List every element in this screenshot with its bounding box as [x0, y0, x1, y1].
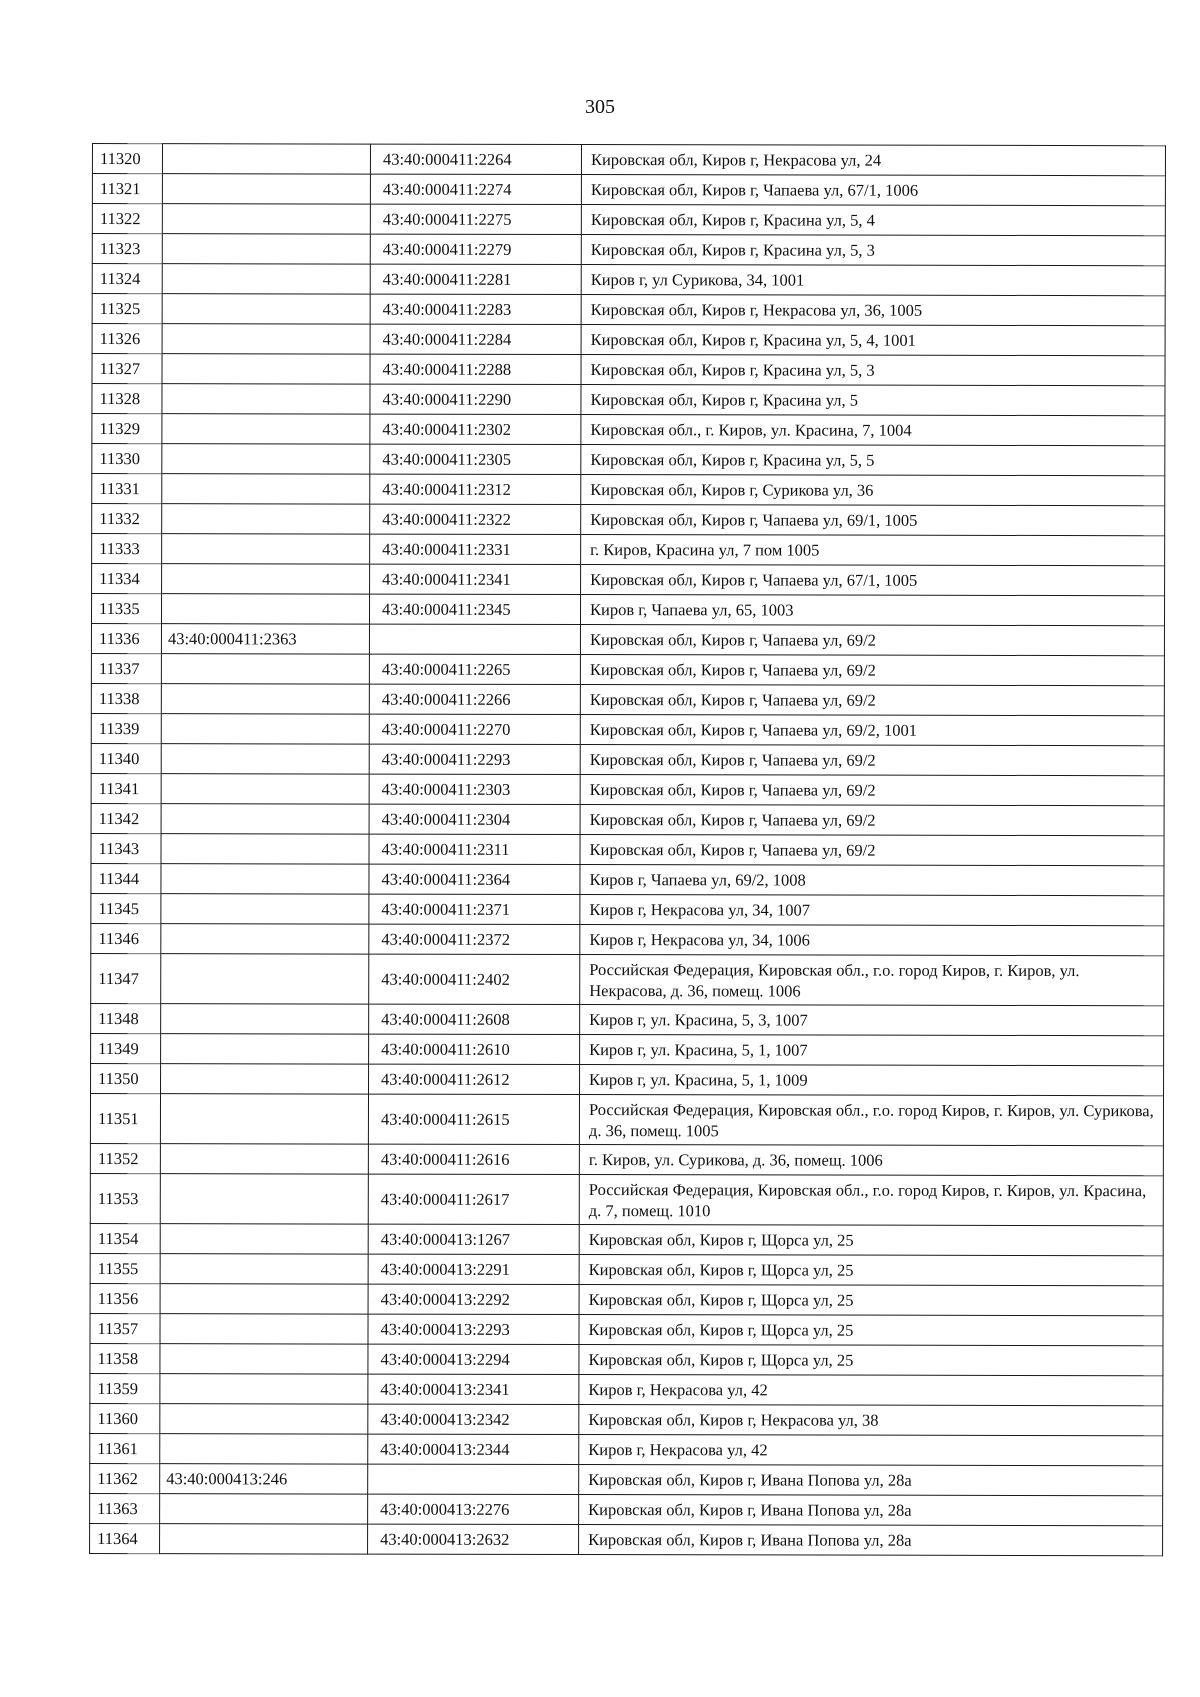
cadastral-number-alt-cell: 43:40:000411:2302	[370, 414, 581, 444]
cadastral-number-cell	[161, 744, 369, 774]
cadastral-number-alt-cell: 43:40:000411:2341	[370, 564, 581, 594]
address-cell: Кировская обл, Киров г, Красина ул, 5, 4, 1001	[581, 325, 1165, 356]
cadastral-number-cell	[161, 1064, 369, 1094]
address-cell: Кировская обл, Киров г, Чапаева ул, 69/2	[580, 625, 1164, 656]
row-number-cell: 11339	[91, 713, 161, 743]
cadastral-number-cell	[162, 474, 370, 504]
cadastral-number-alt-cell: 43:40:000411:2305	[370, 444, 581, 474]
cadastral-number-alt-cell: 43:40:000413:2291	[368, 1254, 579, 1284]
cadastral-number-alt-cell	[369, 624, 580, 654]
table-row	[91, 594, 1164, 626]
table-row	[90, 1093, 1163, 1145]
table-row	[91, 923, 1164, 955]
cadastral-number-cell	[162, 144, 370, 174]
cadastral-number-cell	[160, 1434, 368, 1464]
table-row	[92, 474, 1165, 506]
address-cell: Кировская обл, Киров г, Чапаева ул, 69/2	[580, 835, 1164, 866]
row-number-cell: 11348	[91, 1003, 161, 1033]
cadastral-number-cell	[161, 594, 369, 624]
cadastral-number-alt-cell: 43:40:000411:2303	[369, 774, 580, 804]
cadastral-number-alt-cell: 43:40:000413:2294	[368, 1344, 579, 1374]
cadastral-number-alt-cell: 43:40:000411:2288	[370, 354, 581, 384]
address-cell: Кировская обл, Киров г, Красина ул, 5, 3	[581, 235, 1165, 266]
row-number-cell: 11333	[92, 534, 162, 564]
address-cell: Кировская обл, Киров г, Ивана Попова ул, 28а	[579, 1465, 1163, 1496]
cadastral-number-cell	[160, 1094, 368, 1144]
table-row	[92, 414, 1165, 446]
row-number-cell: 11346	[91, 923, 161, 953]
table-row	[90, 1403, 1163, 1435]
cadastral-number-alt-cell: 43:40:000411:2612	[369, 1064, 580, 1094]
cadastral-number-alt-cell: 43:40:000411:2364	[369, 864, 580, 894]
table-row	[92, 204, 1165, 236]
row-number-cell: 11350	[91, 1063, 161, 1093]
cadastral-number-cell	[162, 174, 370, 204]
address-cell: Киров г, Некрасова ул, 34, 1007	[580, 895, 1164, 926]
row-number-cell: 11332	[92, 504, 162, 534]
table-row	[91, 1003, 1164, 1035]
cadastral-number-cell	[160, 1144, 368, 1174]
table-row	[92, 384, 1165, 416]
row-number-cell: 11354	[90, 1223, 160, 1253]
cadastral-number-cell	[161, 1034, 369, 1064]
cadastral-number-cell	[160, 1314, 368, 1344]
table-row	[91, 1033, 1164, 1065]
table-row	[90, 1143, 1163, 1175]
table-row	[90, 1373, 1163, 1405]
address-cell: Кировская обл, Киров г, Красина ул, 5, 5	[581, 445, 1165, 476]
table-row	[91, 1063, 1164, 1095]
table-row	[90, 1433, 1163, 1465]
row-number-cell: 11338	[91, 683, 161, 713]
cadastral-number-cell	[161, 654, 369, 684]
row-number-cell: 11359	[90, 1373, 160, 1403]
page-number: 305	[585, 96, 615, 118]
row-number-cell: 11360	[90, 1403, 160, 1433]
address-cell: Кировская обл, Киров г, Чапаева ул, 69/2	[580, 805, 1164, 836]
cadastral-number-cell	[162, 264, 370, 294]
cadastral-number-cell	[160, 1284, 368, 1314]
address-cell: г. Киров, ул. Сурикова, д. 36, помещ. 1006	[579, 1145, 1163, 1176]
table-row	[92, 294, 1165, 326]
address-cell: Российская Федерация, Кировская обл., г.о. город Киров, г. Киров, ул. Сурикова, д. 36, помещ. 1005	[579, 1095, 1163, 1146]
cadastral-number-alt-cell: 43:40:000411:2608	[369, 1004, 580, 1034]
cadastral-number-alt-cell: 43:40:000411:2615	[368, 1094, 579, 1144]
table-row	[92, 324, 1165, 356]
cadastral-number-alt-cell: 43:40:000411:2616	[368, 1144, 579, 1174]
address-cell: Кировская обл, Киров г, Чапаева ул, 67/1, 1006	[581, 175, 1165, 206]
cadastral-number-cell	[162, 504, 370, 534]
table-row	[91, 773, 1164, 805]
address-cell: Киров г, Чапаева ул, 69/2, 1008	[580, 865, 1164, 896]
cadastral-number-alt-cell: 43:40:000411:2279	[370, 234, 581, 264]
cadastral-number-cell	[162, 384, 370, 414]
cadastral-number-alt-cell: 43:40:000413:2342	[368, 1404, 579, 1434]
cadastral-number-cell	[162, 354, 370, 384]
address-cell: Кировская обл, Киров г, Красина ул, 5	[581, 385, 1165, 416]
cadastral-number-alt-cell: 43:40:000413:2341	[368, 1374, 579, 1404]
table-row	[92, 144, 1165, 176]
cadastral-number-alt-cell: 43:40:000413:2344	[368, 1434, 579, 1464]
row-number-cell: 11334	[92, 564, 162, 594]
row-number-cell: 11337	[91, 653, 161, 683]
cadastral-number-alt-cell: 43:40:000411:2322	[370, 504, 581, 534]
cadastral-number-cell	[162, 204, 370, 234]
cadastral-number-alt-cell: 43:40:000411:2371	[369, 894, 580, 924]
table-row	[90, 1223, 1163, 1255]
row-number-cell: 11363	[90, 1493, 160, 1523]
row-number-cell: 11361	[90, 1433, 160, 1463]
table-row	[92, 564, 1165, 596]
cadastral-number-cell	[160, 1224, 368, 1254]
address-cell: Кировская обл, Киров г, Щорса ул, 25	[579, 1315, 1163, 1346]
table-row	[91, 893, 1164, 925]
cadastral-number-alt-cell: 43:40:000411:2266	[369, 684, 580, 714]
table-row	[92, 534, 1165, 566]
row-number-cell: 11340	[91, 743, 161, 773]
cadastral-number-alt-cell: 43:40:000411:2293	[369, 744, 580, 774]
cadastral-number-alt-cell: 43:40:000411:2617	[368, 1174, 579, 1224]
table-row	[91, 653, 1164, 685]
table-row	[92, 504, 1165, 536]
address-cell: Кировская обл, Киров г, Чапаева ул, 69/2	[580, 745, 1164, 776]
table-row	[91, 713, 1164, 745]
address-cell: Кировская обл, Киров г, Ивана Попова ул, 28а	[579, 1495, 1163, 1526]
address-cell: Киров г, Некрасова ул, 42	[579, 1375, 1163, 1406]
table-row	[91, 833, 1164, 865]
row-number-cell: 11357	[90, 1313, 160, 1343]
table-row	[92, 264, 1165, 296]
cadastral-number-cell	[161, 684, 369, 714]
cadastral-number-cell	[160, 1374, 368, 1404]
address-cell: Кировская обл, Киров г, Некрасова ул, 24	[581, 145, 1165, 176]
address-cell: Киров г, ул Сурикова, 34, 1001	[581, 265, 1165, 296]
table-row	[91, 624, 1164, 656]
cadastral-number-alt-cell: 43:40:000411:2274	[370, 174, 581, 204]
table-row	[91, 683, 1164, 715]
cadastral-number-alt-cell: 43:40:000411:2265	[369, 654, 580, 684]
table-row	[92, 444, 1165, 476]
table-row	[90, 1493, 1163, 1525]
row-number-cell: 11323	[92, 234, 162, 264]
address-cell: Киров г, ул. Красина, 5, 3, 1007	[580, 1005, 1164, 1036]
cadastral-number-alt-cell: 43:40:000411:2264	[370, 144, 581, 174]
cadastral-number-cell	[161, 864, 369, 894]
cadastral-number-cell	[161, 804, 369, 834]
table-row	[90, 1173, 1163, 1225]
cadastral-number-alt-cell: 43:40:000411:2283	[370, 294, 581, 324]
cadastral-number-alt-cell: 43:40:000413:2293	[368, 1314, 579, 1344]
address-cell: Кировская обл, Киров г, Чапаева ул, 69/1, 1005	[581, 505, 1165, 536]
table-row	[90, 1313, 1163, 1345]
row-number-cell: 11328	[92, 384, 162, 414]
address-cell: Киров г, Некрасова ул, 42	[579, 1435, 1163, 1466]
cadastral-number-alt-cell: 43:40:000411:2290	[370, 384, 581, 414]
address-cell: Российская Федерация, Кировская обл., г.о. город Киров, г. Киров, ул. Красина, д. 7, помещ. 1010	[579, 1175, 1163, 1226]
table-row	[90, 1343, 1163, 1375]
row-number-cell: 11321	[92, 174, 162, 204]
cadastral-number-cell	[161, 954, 369, 1004]
cadastral-number-alt-cell: 43:40:000411:2402	[369, 954, 580, 1004]
table-row	[91, 863, 1164, 895]
row-number-cell: 11336	[91, 624, 161, 654]
row-number-cell: 11341	[91, 773, 161, 803]
table-row	[90, 1253, 1163, 1285]
cadastral-number-cell	[162, 564, 370, 594]
address-cell: Кировская обл, Киров г, Щорса ул, 25	[579, 1225, 1163, 1256]
cadastral-number-alt-cell: 43:40:000411:2275	[370, 204, 581, 234]
table-row	[90, 1523, 1163, 1555]
cadastral-number-alt-cell: 43:40:000413:1267	[368, 1224, 579, 1254]
row-number-cell: 11349	[91, 1033, 161, 1063]
address-cell: Кировская обл, Киров г, Щорса ул, 25	[579, 1285, 1163, 1316]
cadastral-number-alt-cell: 43:40:000411:2311	[369, 834, 580, 864]
address-cell: Кировская обл, Киров г, Чапаева ул, 67/1, 1005	[581, 565, 1165, 596]
cadastral-number-alt-cell: 43:40:000411:2372	[369, 924, 580, 954]
address-cell: Кировская обл, Киров г, Щорса ул, 25	[579, 1255, 1163, 1286]
cadastral-number-cell	[160, 1404, 368, 1434]
registry-table-body	[90, 144, 1166, 1556]
cadastral-number-cell	[162, 324, 370, 354]
row-number-cell: 11324	[92, 264, 162, 294]
address-cell: Кировская обл, Киров г, Красина ул, 5, 3	[581, 355, 1165, 386]
cadastral-number-cell	[160, 1524, 368, 1554]
row-number-cell: 11335	[91, 594, 161, 624]
address-cell: Кировская обл, Киров г, Чапаева ул, 69/2	[580, 775, 1164, 806]
address-cell: Российская Федерация, Кировская обл., г.о. город Киров, г. Киров, ул. Некрасова, д. 36, помещ. 1006	[580, 955, 1164, 1006]
cadastral-number-cell	[162, 294, 370, 324]
cadastral-number-cell	[162, 444, 370, 474]
row-number-cell: 11364	[90, 1523, 160, 1553]
cadastral-number-cell: 43:40:000413:246	[160, 1464, 368, 1494]
address-cell: г. Киров, Красина ул, 7 пом 1005	[581, 535, 1165, 566]
row-number-cell: 11331	[92, 474, 162, 504]
cadastral-number-cell	[161, 1004, 369, 1034]
row-number-cell: 11344	[91, 863, 161, 893]
address-cell: Киров г, Чапаева ул, 65, 1003	[580, 595, 1164, 626]
row-number-cell: 11342	[91, 803, 161, 833]
cadastral-number-alt-cell: 43:40:000411:2345	[369, 594, 580, 624]
cadastral-number-alt-cell: 43:40:000413:2632	[368, 1524, 579, 1554]
address-cell: Кировская обл, Киров г, Чапаева ул, 69/2, 1001	[580, 715, 1164, 746]
cadastral-number-cell	[161, 924, 369, 954]
row-number-cell: 11355	[90, 1253, 160, 1283]
table-row	[91, 803, 1164, 835]
table-row	[92, 234, 1165, 266]
row-number-cell: 11351	[90, 1093, 160, 1143]
cadastral-number-alt-cell: 43:40:000411:2284	[370, 324, 581, 354]
table-row	[92, 174, 1165, 206]
row-number-cell: 11353	[90, 1173, 160, 1223]
address-cell: Киров г, ул. Красина, 5, 1, 1007	[580, 1035, 1164, 1066]
cadastral-number-cell	[160, 1254, 368, 1284]
table-row	[91, 953, 1164, 1005]
registry-table	[89, 143, 1166, 1556]
row-number-cell: 11327	[92, 354, 162, 384]
cadastral-number-alt-cell: 43:40:000413:2292	[368, 1284, 579, 1314]
row-number-cell: 11325	[92, 294, 162, 324]
cadastral-number-alt-cell: 43:40:000411:2312	[370, 474, 581, 504]
row-number-cell: 11345	[91, 893, 161, 923]
row-number-cell: 11322	[92, 204, 162, 234]
address-cell: Киров г, Некрасова ул, 34, 1006	[580, 925, 1164, 956]
cadastral-number-alt-cell	[368, 1464, 579, 1494]
cadastral-number-cell	[160, 1174, 368, 1224]
address-cell: Кировская обл, Киров г, Некрасова ул, 36, 1005	[581, 295, 1165, 326]
cadastral-number-cell	[162, 534, 370, 564]
cadastral-number-cell	[162, 234, 370, 264]
row-number-cell: 11358	[90, 1343, 160, 1373]
address-cell: Кировская обл, Киров г, Сурикова ул, 36	[581, 475, 1165, 506]
table-row	[91, 743, 1164, 775]
cadastral-number-alt-cell: 43:40:000411:2331	[370, 534, 581, 564]
row-number-cell: 11362	[90, 1463, 160, 1493]
cadastral-number-cell	[162, 414, 370, 444]
row-number-cell: 11347	[91, 953, 161, 1003]
cadastral-number-cell	[161, 714, 369, 744]
cadastral-number-alt-cell: 43:40:000411:2270	[369, 714, 580, 744]
row-number-cell: 11320	[92, 144, 162, 174]
row-number-cell: 11329	[92, 414, 162, 444]
cadastral-number-cell	[160, 1344, 368, 1374]
row-number-cell: 11330	[92, 444, 162, 474]
cadastral-number-alt-cell: 43:40:000411:2610	[369, 1034, 580, 1064]
address-cell: Кировская обл, Киров г, Чапаева ул, 69/2	[580, 655, 1164, 686]
cadastral-number-cell: 43:40:000411:2363	[161, 624, 369, 654]
cadastral-number-cell	[160, 1494, 368, 1524]
address-cell: Кировская обл, Киров г, Чапаева ул, 69/2	[580, 685, 1164, 716]
cadastral-number-cell	[161, 834, 369, 864]
row-number-cell: 11356	[90, 1283, 160, 1313]
address-cell: Киров г, ул. Красина, 5, 1, 1009	[580, 1065, 1164, 1096]
address-cell: Кировская обл, Киров г, Ивана Попова ул, 28а	[579, 1525, 1163, 1556]
cadastral-number-alt-cell: 43:40:000413:2276	[368, 1494, 579, 1524]
cadastral-number-cell	[161, 894, 369, 924]
address-cell: Кировская обл, Киров г, Щорса ул, 25	[579, 1345, 1163, 1376]
table-row	[92, 354, 1165, 386]
table-row	[90, 1463, 1163, 1495]
cadastral-number-alt-cell: 43:40:000411:2304	[369, 804, 580, 834]
address-cell: Кировская обл., г. Киров, ул. Красина, 7, 1004	[581, 415, 1165, 446]
row-number-cell: 11326	[92, 324, 162, 354]
cadastral-number-alt-cell: 43:40:000411:2281	[370, 264, 581, 294]
address-cell: Кировская обл, Киров г, Красина ул, 5, 4	[581, 205, 1165, 236]
cadastral-number-cell	[161, 774, 369, 804]
address-cell: Кировская обл, Киров г, Некрасова ул, 38	[579, 1405, 1163, 1436]
row-number-cell: 11343	[91, 833, 161, 863]
row-number-cell: 11352	[90, 1143, 160, 1173]
table-row	[90, 1283, 1163, 1315]
